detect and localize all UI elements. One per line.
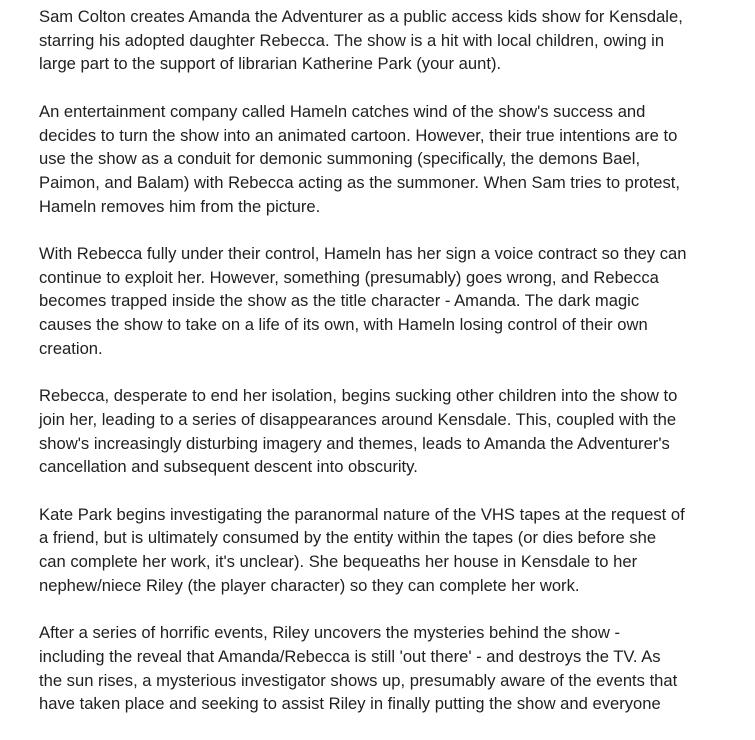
paragraph-hameln: An entertainment company called Hameln catches wind of the show's success and decides to turn the show into an animated cartoon. However, their true intentions are to use the show as a conduit for demonic summoning (specifically, the demons Bael, Paimon, and Balam) with Rebecca acting as the summoner. When Sam tries to protest, Hameln removes him from the picture. <box>39 101 680 216</box>
paragraph-origin: Sam Colton creates Amanda the Adventurer as a public access kids show for Kensdale, starring his adopted daughter Rebecca. The show is a hit with local children, owing in large part to the support of librarian Katherine Park (your aunt). <box>39 7 683 74</box>
paragraph-ending: After a series of horrific events, Riley uncovers the mysteries behind the show - including the reveal that Amanda/Rebecca is still 'out there' - and destroys the TV. As the sun rises, a mysterious investigator shows up, presumably aware of the events that have taken place and seeking to assist Riley in finally putting the show and everyone <box>39 623 678 714</box>
document-body <box>39 5 719 740</box>
paragraph-kate-park: Kate Park begins investigating the paranormal nature of the VHS tapes at the request of a friend, but is ultimately consumed by the entity within the tapes (or dies before she can complete her work, it's unclear). She bequeaths her house in Kensdale to her nephew/niece Riley (the player character) so they can complete her work. <box>39 504 685 595</box>
paragraph-disappearances: Rebecca, desperate to end her isolation, begins sucking other children into the show to join her, leading to a series of disappearances around Kensdale. This, coupled with the show's increasingly disturbing imagery and themes, leads to Amanda the Adventurer's cancellation and subsequent descent into obscurity. <box>39 386 678 477</box>
paragraph-contract: With Rebecca fully under their control, Hameln has her sign a voice contract so they can continue to exploit her. However, something (presumably) goes wrong, and Rebecca becomes trapped inside the show as the title character - Amanda. The dark magic causes the show to take on a life of its own, with Hameln losing control of their own creation. <box>39 244 687 358</box>
